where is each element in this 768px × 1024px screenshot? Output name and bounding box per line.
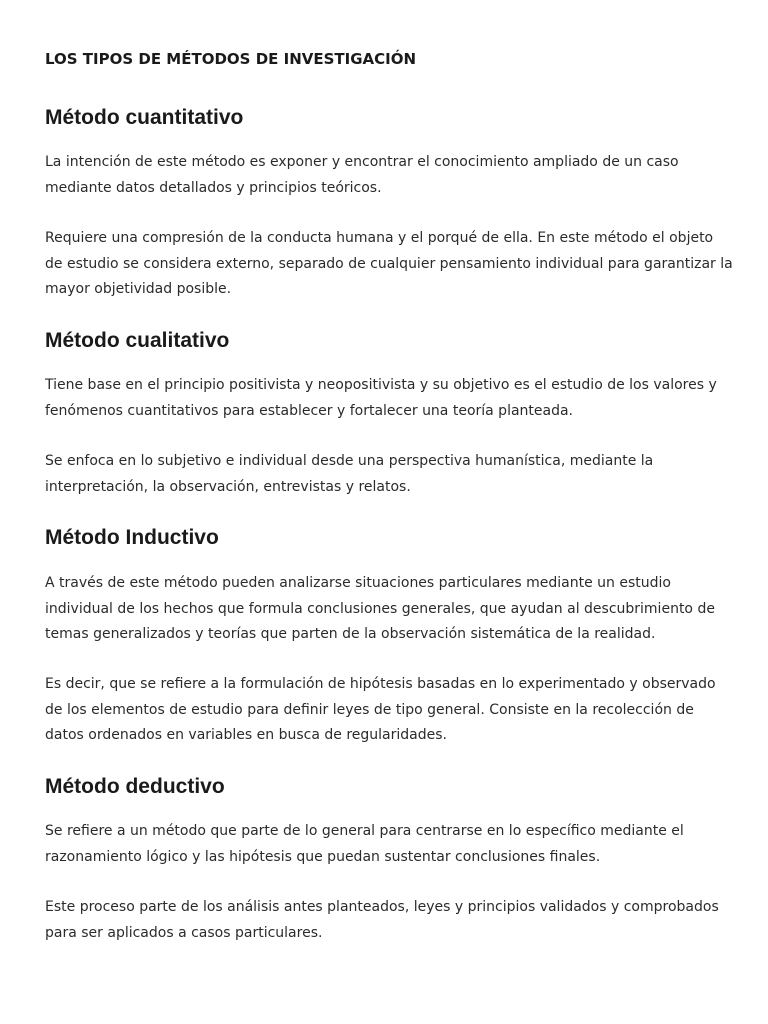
paragraph-inductivo-2: Es decir, que se refiere a la formulación de hipótesis basadas en lo experimentado y observado de los elementos de estudio para definir leyes de tipo general. Consiste en la recolección de datos ordenados en variables en busca de regularidades. xyxy=(45,676,716,743)
section-heading-cuantitativo: Método cuantitativo xyxy=(45,106,244,129)
paragraph-cuantitativo-2: Requiere una compresión de la conducta humana y el porqué de ella. En este método el objeto de estudio se considera externo, separado de cualquier pensamiento individual para garantizar la mayor objetividad posible. xyxy=(45,230,733,297)
paragraph-deductivo-2: Este proceso parte de los análisis antes planteados, leyes y principios validados y comprobados para ser aplicados a casos particulares. xyxy=(45,899,719,941)
paragraph-deductivo-1: Se refiere a un método que parte de lo general para centrarse en lo específico mediante el razonamiento lógico y las hipótesis que puedan sustentar conclusiones finales. xyxy=(45,823,684,865)
section-heading-cualitativo: Método cualitativo xyxy=(45,329,230,352)
section-heading-deductivo: Método deductivo xyxy=(45,775,225,798)
section-heading-inductivo: Método Inductivo xyxy=(45,526,219,549)
document-title: LOS TIPOS DE MÉTODOS DE INVESTIGACIÓN xyxy=(45,50,417,68)
paragraph-cualitativo-1: Tiene base en el principio positivista y neopositivista y su objetivo es el estudio de los valores y fenómenos cuantitativos para establecer y fortalecer una teoría planteada. xyxy=(45,377,717,419)
paragraph-inductivo-1: A través de este método pueden analizarse situaciones particulares mediante un estudio individual de los hechos que formula conclusiones generales, que ayudan al descubrimiento de temas generalizados y teorías que parten de la observación sistemática de la realidad. xyxy=(45,575,715,642)
paragraph-cualitativo-2: Se enfoca en lo subjetivo e individual desde una perspectiva humanística, mediante la interpretación, la observación, entrevistas y relatos. xyxy=(45,453,654,495)
paragraph-cuantitativo-1: La intención de este método es exponer y encontrar el conocimiento ampliado de un caso mediante datos detallados y principios teóricos. xyxy=(45,154,679,196)
